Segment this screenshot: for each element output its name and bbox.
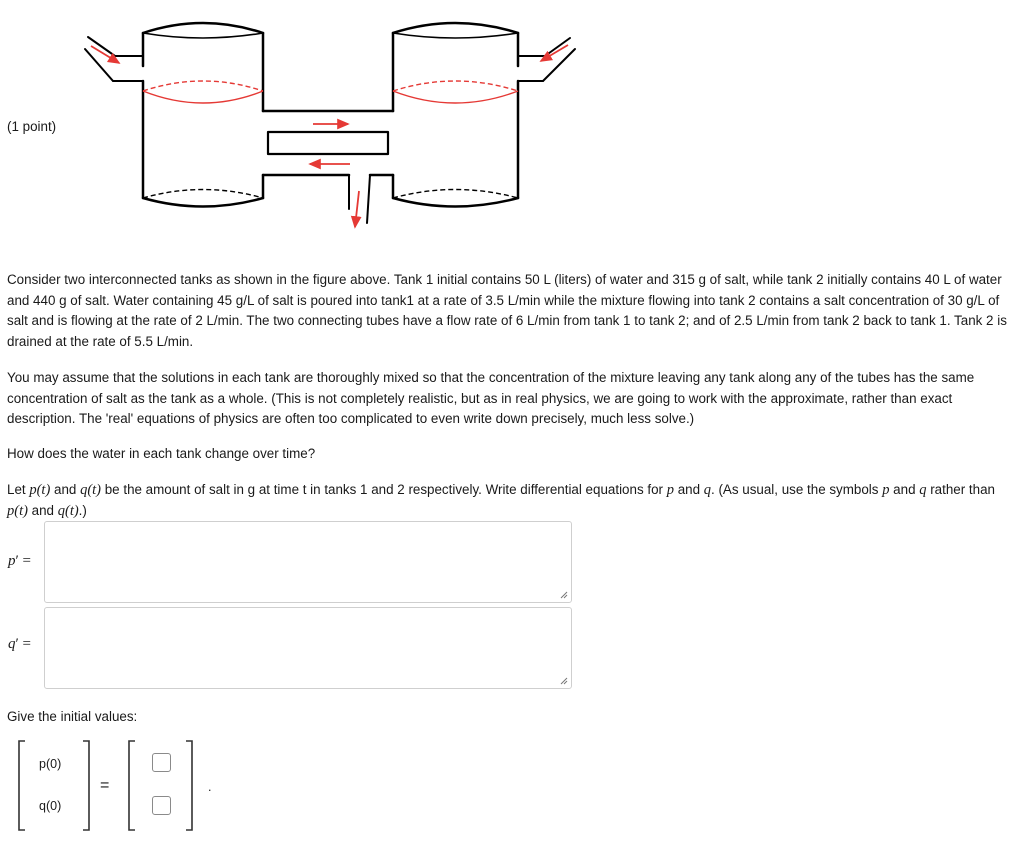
tank2-bottom-back (393, 190, 518, 199)
math-frag: q(t) (80, 482, 102, 498)
tank1-water-front (143, 91, 263, 103)
p0-input[interactable] (152, 753, 171, 772)
tank1-top-curve (143, 23, 263, 33)
text-frag: Let (7, 482, 30, 497)
q-prime-label (8, 636, 31, 653)
math-frag: q (919, 482, 927, 498)
p-prime-answer-textarea[interactable] (44, 521, 572, 603)
problem-paragraph-1: Consider two interconnected tanks as shown in the figure above. Tank 1 initial contains 50 L (liters) of water and 315 g of salt, while tank 2 initially contains 40 L of water and 440 g of salt. Water containing 45 g/L of salt is poured into tank1 at a rate of 3.5 L/min while the mixture flowing into tank 2 contains a salt concentration of 30 g/L of salt and is flowing at the rate of 2 L/min. The two connecting tubes have a flow rate of 6 L/min from tank 1 to tank 2; and of 2.5 L/min from tank 2 back to tank 1. Tank 2 is drained at the rate of 5.5 L/min. (7, 272, 1007, 349)
text-frag: rather than (926, 482, 995, 497)
tank2-top-front (393, 33, 518, 38)
inflow2-arrow (541, 45, 568, 61)
drain-right (367, 175, 370, 223)
q0-label: q(0) (39, 799, 62, 813)
p-prime-label (8, 553, 31, 570)
tank1-top-front (143, 33, 263, 38)
resize-grip-icon[interactable] (560, 591, 568, 599)
prime-mark: ′ (15, 553, 19, 569)
equals-sign: = (22, 636, 31, 652)
points-label: (1 point) (7, 119, 57, 134)
inlet1-lower (85, 49, 113, 81)
math-frag: p(t) (29, 482, 51, 498)
matrix-equals-sign: = (100, 777, 110, 794)
tube-middle (268, 132, 388, 154)
drain-arrow (355, 191, 359, 227)
tank2-bottom (393, 198, 518, 207)
matrix-period: . (208, 780, 212, 794)
text-frag: and (27, 502, 58, 518)
math-frag: q(t) (57, 502, 79, 519)
right-bracket-1 (83, 741, 89, 830)
tank1-bottom-back (143, 190, 263, 199)
text-frag: be the amount of salt in g at time t in tanks 1 and 2 respectively. Write differential equations for (101, 482, 667, 497)
p0-label: p(0) (39, 757, 62, 771)
math-frag: p (666, 482, 674, 498)
math-frag: p(t) (7, 502, 28, 519)
initial-values-matrix (16, 740, 226, 832)
text-frag: and (889, 482, 920, 497)
tanks-diagram-svg (63, 3, 616, 254)
problem-instructions (7, 480, 1007, 521)
prime-mark: ′ (15, 636, 19, 652)
text-frag: . (As usual, use the symbols (711, 482, 883, 497)
left-bracket-1 (19, 741, 25, 830)
text-frag: and (50, 482, 81, 497)
p-var: p (8, 553, 16, 569)
q-prime-answer-textarea[interactable] (44, 607, 572, 689)
math-frag: q (703, 482, 712, 498)
problem-question: How does the water in each tank change over time? (7, 446, 316, 461)
tank2-water-back (393, 81, 518, 91)
tank2-water-front (393, 91, 518, 103)
tank2-top-curve (393, 23, 518, 33)
right-bracket-2 (186, 741, 192, 830)
tank1-water-back (143, 81, 263, 91)
equals-sign: = (22, 553, 31, 569)
text-frag: .) (78, 502, 87, 518)
tanks-figure (63, 3, 616, 254)
math-frag: p (882, 482, 890, 498)
q0-input[interactable] (152, 796, 171, 815)
initial-values-label: Give the initial values: (7, 709, 138, 724)
matrix-brackets (16, 740, 226, 832)
text-frag: and (673, 482, 704, 497)
left-bracket-2 (129, 741, 135, 830)
tank1-bottom (143, 198, 263, 207)
resize-grip-icon[interactable] (560, 677, 568, 685)
problem-paragraph-2: You may assume that the solutions in each tank are thoroughly mixed so that the concentration of the mixture leaving any tank along any of the tubes has the same concentration of salt as the tank as a whole. (This is not completely realistic, but as in real physics, we are going to work with the approximate, rather than exact description. The 'real' equations of physics are often too complicated to even write down precisely, much less solve.) (7, 370, 975, 427)
q-var: q (8, 636, 16, 652)
